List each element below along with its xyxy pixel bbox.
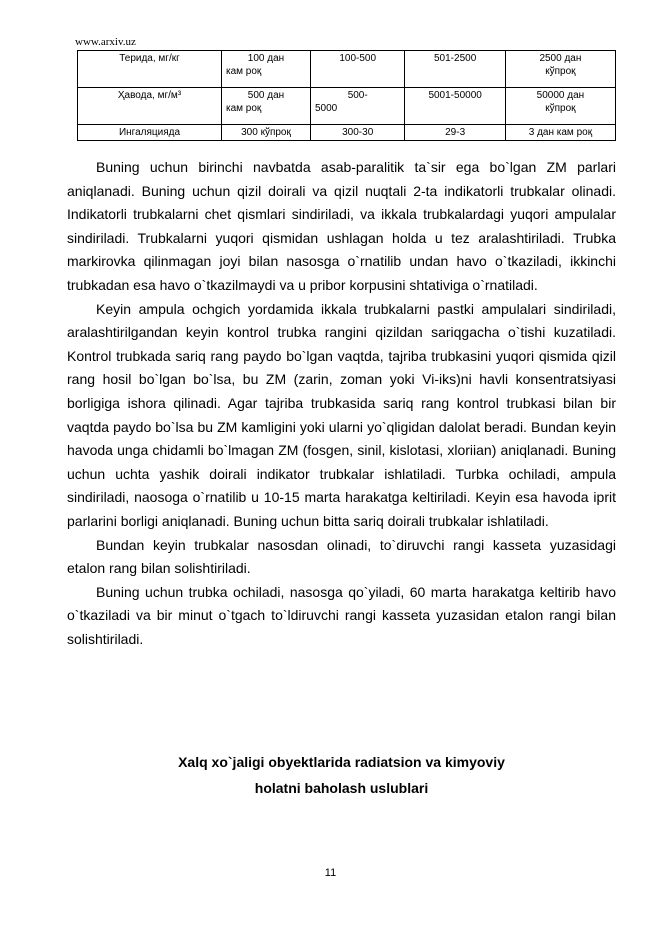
table-cell (505, 88, 615, 125)
table-row (78, 51, 616, 88)
site-url: www.arxiv.uz (75, 36, 136, 48)
cell-text-top: 100 дан (247, 53, 285, 64)
row-label: Терида, мг/кг (78, 51, 222, 88)
table-cell: 501-2500 (405, 51, 505, 88)
cell-text-bottom: кўпроқ (545, 103, 576, 114)
table-cell: 300-30 (310, 125, 404, 141)
toxicity-table (77, 50, 616, 141)
table-cell: 300 кўпроқ (222, 125, 311, 141)
heading-line-1: Xalq xo`jaligi obyektlarida radiatsion va kimyoviy (178, 754, 505, 770)
table-cell (222, 88, 311, 125)
table-row (78, 88, 616, 125)
table-cell (505, 51, 615, 88)
page-number: 11 (324, 867, 337, 879)
cell-text-top: 2500 дан (539, 53, 582, 64)
paragraph: Buning uchun trubka ochiladi, nasosga qo`yiladi, 60 marta harakatga keltirib havo o`tkaziladi va bir minut o`tgach to`ldiruvchi rangi kasseta yuzasidan etalon rangi bilan solishtiriladi. (67, 583, 616, 647)
section-heading (67, 749, 616, 801)
cell-text-bottom: кам роқ (226, 103, 262, 114)
cell-text-top: 50000 дан (536, 90, 585, 101)
table-row (78, 125, 616, 141)
cell-text-bottom: 5000 (314, 103, 338, 114)
cell-text-top: 500 дан (247, 90, 285, 101)
row-label: Ингаляцияда (78, 125, 222, 141)
table-cell: 5001-50000 (405, 88, 505, 125)
cell-text-top: 500- (347, 90, 368, 101)
table-cell (222, 51, 311, 88)
row-label: Ҳавода, мг/м³ (78, 88, 222, 125)
table-cell: 3 дан кам роқ (505, 125, 615, 141)
body-text (67, 156, 616, 651)
table-cell: 29-3 (405, 125, 505, 141)
paragraph: Bundan keyin trubkalar nasosdan olinadi, to`diruvchi rangi kasseta yuzasidagi etalon rang bilan solishtiriladi. (67, 536, 616, 577)
table-cell: 100-500 (310, 51, 404, 88)
heading-line-2: holatni baholash uslublari (254, 780, 429, 796)
paragraph: Keyin ampula ochgich yordamida ikkala trubkalarni pastki ampulalari sindiriladi, aralashtirilgandan keyin kontrol trubka rangini qizildan sariqgacha o`tishi kuzatiladi. Kontrol trubkada sariq rang paydo bo`lgan vaqtda, tajriba trubkasini yuqori qismida qizil rang hosil bo`lgan bo`lsa, bu ZM (zarin, zoman yoki Vi-iks)ni havli konsentratsiyasi borligiga ishora qilinadi. Agar tajriba trubkasida sariq rang kontrol trubkasi bilan bir vaqtda paydo bo`lsa bu ZM kamligini yoki ularni yo`qligidan dalolat beradi. Bundan keyin havoda unga chidamli bo`lmagan ZM (fosgen, sinil, kislotasi, xloriian) aniqlanadi. Buning uchun uchta yashik doirali indikator trubkalar ishlatiladi. Turbka ochiladi, ampula sindiriladi, naosoga o`rnatilib u 10-15 marta harakatga keltiriladi. Keyin esa havoda iprit parlarini borligi aniqlanadi. Buning uchun bitta sariq doirali trubkalar ishlatiladi. (67, 300, 616, 529)
cell-text-bottom: кам роқ (226, 66, 262, 77)
table-cell (310, 88, 404, 125)
cell-text-bottom: кўпроқ (545, 66, 576, 77)
paragraph: Buning uchun birinchi navbatda asab-paralitik ta`sir ega bo`lgan ZM parlari aniqlanadi. Buning uchun qizil doirali va qizil nuqtali 2-ta indikatorli trubkalar olinadi. Indikatorli trubkalarni chet qismlari sindiriladi, va ikkala trubkalardagi yuqori ampulalar sindiriladi. Trubkalarni yuqori qismidan ushlagan holda u tez aralashtiriladi. Trubka markirovka qilinmagan joyi bilan nasosga o`rnatilib undan havo o`tkaziladi, ikkinchi trubkadan esa havo o`tkazilmaydi va u pribor korpusini shtativiga o`rnatiladi. (67, 159, 616, 293)
